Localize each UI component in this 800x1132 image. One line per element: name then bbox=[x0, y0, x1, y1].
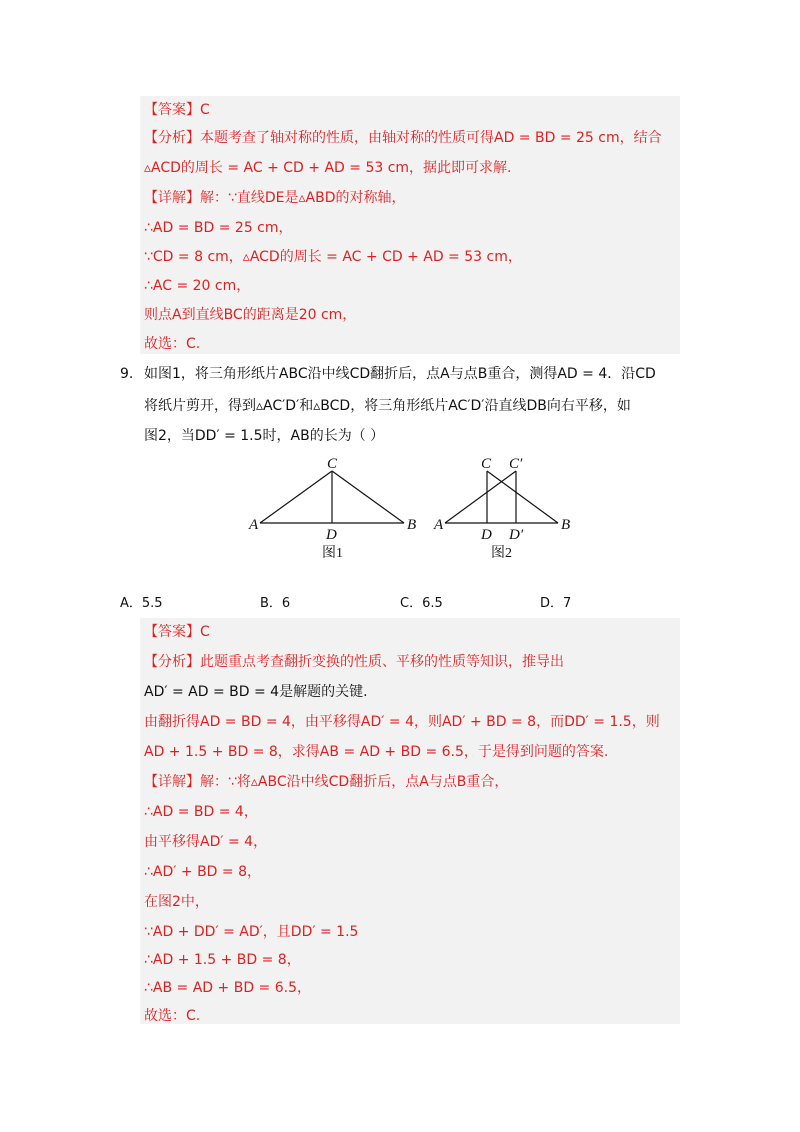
q9-stem-line-2: 将纸片剪开，得到▵AC′D′和▵BCD，将三角形纸片AC′D′沿直线DB向右平移，如 bbox=[144, 398, 631, 414]
q9-analysis-line-3: 由翻折得AD = BD = 4，由平移得AD′ = 4，则AD′ + BD = 8，而DD′ = 1.5，则 bbox=[144, 714, 660, 730]
q9-analysis-line-1 bbox=[144, 652, 564, 672]
fig1-label-a: A bbox=[249, 517, 259, 533]
q8-detail-line-2: ∴AD = BD = 25 cm， bbox=[144, 220, 293, 236]
q8-detail-line-3: ∵CD = 8 cm，▵ACD的周长 = AC + CD + AD = 53 cm， bbox=[144, 249, 522, 265]
fig2-label-d: D bbox=[481, 527, 492, 543]
q8-detail-text-1: 解：∵直线DE是▵ABD的对称轴， bbox=[200, 190, 406, 206]
q9-detail-line-6: ∵AD + DD′ = AD′，且DD′ = 1.5 bbox=[144, 924, 359, 940]
choice-b[interactable]: B．6 bbox=[260, 596, 291, 611]
fig2-caption: 图2 bbox=[491, 546, 512, 561]
q9-stem-line-3: 图2，当DD′ = 1.5时，AB的长为（ ） bbox=[144, 428, 385, 444]
fig1-label-d: D bbox=[326, 527, 337, 543]
q8-analysis-line-1 bbox=[144, 128, 662, 148]
choice-d[interactable]: D．7 bbox=[540, 596, 572, 611]
fig2-side-cb bbox=[487, 471, 558, 523]
fig2-side-ac-prime bbox=[445, 471, 516, 523]
q9-answer: 【答案】C bbox=[144, 624, 210, 640]
q9-detail-line-7: ∴AD + 1.5 + BD = 8， bbox=[144, 952, 301, 968]
fig2-label-a: A bbox=[434, 517, 444, 533]
figure-1 bbox=[260, 471, 404, 523]
q8-detail-tag: 【详解】 bbox=[144, 190, 200, 206]
q9-number: 9. bbox=[120, 366, 134, 382]
q8-detail-line-5: 则点A到直线BC的距离是20 cm， bbox=[144, 307, 357, 323]
q8-detail-line-1 bbox=[144, 188, 406, 208]
q9-analysis-line-2: AD′ = AD = BD = 4是解题的关键. bbox=[144, 684, 368, 700]
fig2-label-c: C bbox=[481, 456, 492, 472]
q9-detail-line-3: 由平移得AD′ = 4， bbox=[144, 834, 268, 850]
q8-analysis-tag: 【分析】 bbox=[144, 130, 200, 146]
q9-detail-line-2: ∴AD = BD = 4， bbox=[144, 804, 258, 820]
q9-detail-line-1 bbox=[144, 772, 508, 792]
q8-detail-line-6: 故选：C. bbox=[144, 336, 201, 352]
fig2-label-b: B bbox=[561, 517, 571, 533]
q8-answer: 【答案】C bbox=[144, 102, 210, 118]
q8-analysis-text-1: 本题考查了轴对称的性质，由轴对称的性质可得AD = BD = 25 cm，结合 bbox=[200, 130, 662, 146]
figure-2 bbox=[445, 471, 558, 523]
q8-analysis-line-2: ▵ACD的周长 = AC + CD + AD = 53 cm，据此即可求解. bbox=[144, 160, 512, 176]
q9-detail-line-4: ∴AD′ + BD = 8， bbox=[144, 864, 261, 880]
q9-analysis-tag: 【分析】 bbox=[144, 654, 200, 670]
q9-analysis-line-4: AD + 1.5 + BD = 8，求得AB = AD + BD = 6.5，于是得到问题的答案. bbox=[144, 744, 609, 760]
choice-a[interactable]: A．5.5 bbox=[120, 596, 163, 611]
q8-detail-line-4: ∴AC = 20 cm， bbox=[144, 278, 251, 294]
choice-c[interactable]: C．6.5 bbox=[400, 596, 443, 611]
fig1-label-b: B bbox=[407, 517, 417, 533]
q9-figures bbox=[0, 450, 800, 570]
fig2-label-d-prime: D′ bbox=[509, 527, 524, 543]
fig1-caption: 图1 bbox=[322, 546, 343, 561]
q9-detail-line-8: ∴AB = AD + BD = 6.5， bbox=[144, 980, 311, 996]
fig1-label-c: C bbox=[327, 456, 338, 472]
q9-analysis-text-1: 此题重点考查翻折变换的性质、平移的性质等知识，推导出 bbox=[200, 654, 564, 670]
q9-detail-tag: 【详解】 bbox=[144, 774, 200, 790]
fig1-side-cb bbox=[332, 471, 404, 523]
q9-stem-line-1: 如图1，将三角形纸片ABC沿中线CD翻折后，点A与点B重合，测得AD = 4．沿CD bbox=[144, 366, 656, 382]
q9-detail-text-1: 解：∵将▵ABC沿中线CD翻折后，点A与点B重合， bbox=[200, 774, 509, 790]
fig2-label-c-prime: C′ bbox=[509, 456, 523, 472]
q9-detail-line-5: 在图2中， bbox=[144, 894, 209, 910]
fig1-side-ac bbox=[260, 471, 332, 523]
q9-detail-line-9: 故选：C. bbox=[144, 1008, 201, 1024]
